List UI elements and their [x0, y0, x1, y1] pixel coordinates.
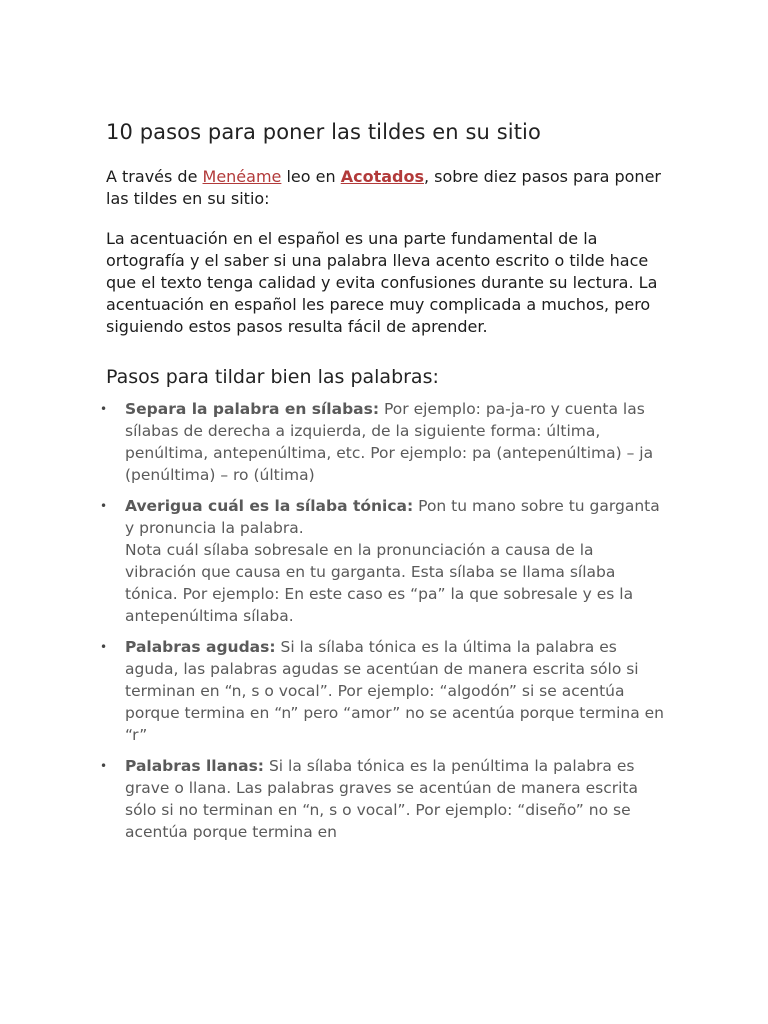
step-note: Nota cuál sílaba sobresale en la pronunciación a causa de la vibración que causa en tu garganta. Esta sílaba se llama sílaba tónica. Por ejemplo: En este caso es “pa” la que sobresale y es la antepenúltima sílaba.: [125, 541, 634, 625]
bullet-icon: •: [100, 499, 108, 513]
page-title: 10 pasos para poner las tildes en su sitio: [106, 120, 541, 144]
intro-prefix: A través de: [106, 167, 203, 186]
step-text: Si la sílaba tónica es la última la palabra es aguda, las palabras agudas se acentúan de manera escrita sólo si terminan en “n, s o vocal”. Por ejemplo: “algodón” si se acentúa porque termina en “n” pero “amor” no se acentúa porque termina en “r”: [125, 638, 664, 744]
step-text: Por ejemplo: pa-ja-ro y cuenta las sílabas de derecha a izquierda, de la siguiente forma: última, penúltima, antepenúltima, etc. Por ejemplo: pa (antepenúltima) – ja (penúltima) – ro (última): [125, 400, 654, 484]
step-text: Si la sílaba tónica es la penúltima la palabra es grave o llana. Las palabras graves se acentúan de manera escrita sólo si no terminan en “n, s o vocal”. Por ejemplo: “diseño” no se acentúa porque termina en: [125, 757, 638, 841]
steps-list: [100, 398, 666, 843]
step-term: Palabras llanas:: [125, 757, 265, 775]
step-term: Palabras agudas:: [125, 638, 276, 656]
intro-suffix: , sobre diez pasos para poner las tildes en su sitio:: [106, 167, 661, 208]
meneame-link[interactable]: Menéame: [202, 167, 282, 186]
intro-paragraph: [106, 166, 666, 210]
list-item: [100, 755, 666, 843]
acotados-link[interactable]: Acotados: [340, 167, 424, 186]
step-text: Pon tu mano sobre tu garganta y pronuncia la palabra.: [125, 497, 660, 537]
bullet-icon: •: [100, 402, 108, 416]
body-paragraph: La acentuación en el español es una parte fundamental de la ortografía y el saber si una palabra lleva acento escrito o tilde hace que el texto tenga calidad y evita confusiones durante su lectura. La acentuación en español les parece muy complicada a muchos, pero siguiendo estos pasos resulta fácil de aprender.: [106, 229, 658, 336]
step-term: Separa la palabra en sílabas:: [125, 400, 380, 418]
intro-middle: leo en: [281, 167, 341, 186]
document-page: [100, 118, 666, 852]
list-item: [100, 636, 666, 746]
section-subtitle: Pasos para tildar bien las palabras:: [106, 366, 439, 388]
list-item: [100, 495, 666, 627]
bullet-icon: •: [100, 759, 108, 773]
step-term: Averigua cuál es la sílaba tónica:: [125, 497, 414, 515]
list-item: [100, 398, 666, 486]
bullet-icon: •: [100, 640, 108, 654]
